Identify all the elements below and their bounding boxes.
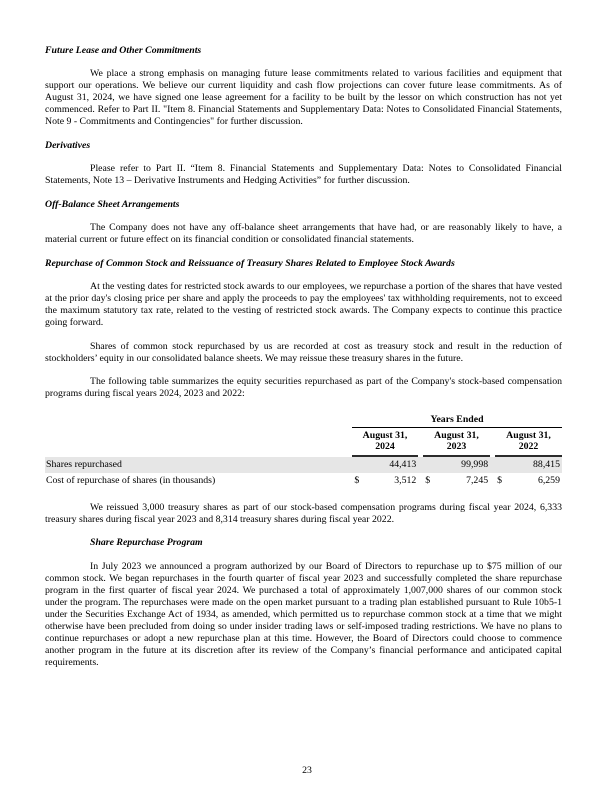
heading-repurchase-of-common-stock: Repurchase of Common Stock and Reissuance of Treasury Shares Related to Employee Stock Awards (45, 257, 455, 269)
cell-cost-2022 (495, 475, 562, 487)
cell-value: 99,998 (461, 458, 489, 470)
page-number: 23 (302, 765, 312, 776)
currency-symbol: $ (425, 474, 431, 486)
paragraph-reissued-treasury-shares: We reissued 3,000 treasury shares as part of our stock-based compensation programs during fiscal year 2024, 6,333 treasury shares during fiscal year 2023 and 8,314 treasury shares during fiscal year 2022. (45, 501, 562, 525)
heading-derivatives: Derivatives (45, 139, 91, 151)
paragraph-repurchase-vesting: At the vesting dates for restricted stock awards to our employees, we repurchase a portion of the shares that have vested at the prior day's closing price per share and apply the proceeds to pay the employees' tax withholding requirements, not to exceed the maximum statutory tax rate, related to the vesting of restricted stock awards. The Company expects to continue this practice going forward. (45, 281, 562, 328)
table-row-cost-of-repurchase (45, 473, 562, 489)
table-column-header-2024 (352, 428, 418, 457)
column-header-line1: August 31, (506, 430, 551, 441)
column-header-line2: 2022 (518, 440, 539, 452)
heading-future-lease-and-other-commitments: Future Lease and Other Commitments (45, 44, 202, 56)
table-column-header-row (45, 428, 562, 457)
cell-shares-2024 (352, 459, 418, 471)
cell-value: 44,413 (389, 458, 417, 470)
column-header-line2: 2024 (375, 440, 395, 452)
currency-symbol: $ (354, 474, 360, 486)
table-group-header: Years Ended (352, 414, 562, 428)
column-header-line1: August 31, (362, 430, 408, 441)
paragraph-off-balance-sheet: The Company does not have any off-balance sheet arrangements that have had, or are reasonably likely to have, a material current or future effect on its financial condition or consolidated financial statements. (45, 222, 562, 245)
column-header-line1: August 31, (434, 430, 479, 441)
cell-value: 7,245 (466, 474, 489, 486)
paragraph-derivatives: Please refer to Part II. “Item 8. Financial Statements and Supplementary Data: Notes to Consolidated Financial Statements, Note 13 – Derivative Instruments and Hedging Activities” for further discussion. (45, 163, 562, 186)
cell-value: 88,415 (533, 458, 560, 470)
table-column-header-2023 (423, 428, 490, 457)
heading-off-balance-sheet-arrangements: Off-Balance Sheet Arrangements (45, 198, 180, 210)
cell-shares-2022 (495, 459, 562, 471)
table-column-header-2022 (495, 428, 562, 457)
column-header-line2: 2023 (446, 440, 467, 452)
table-empty-cell (45, 428, 352, 457)
cell-cost-2023 (423, 475, 490, 487)
cell-value: 6,259 (537, 474, 560, 486)
row-label: Cost of repurchase of shares (in thousands) (46, 474, 216, 486)
cell-shares-2023 (423, 459, 490, 471)
paragraph-repurchase-treasury-stock: Shares of common stock repurchased by us are recorded at cost as treasury stock and result in the reduction of stockholders’ equity in our consolidated balance sheets. We may reissue these treasury shares in the future. (45, 340, 562, 364)
paragraph-table-intro: The following table summarizes the equity securities repurchased as part of the Company's stock-based compensation programs during fiscal years 2024, 2023 and 2022: (45, 376, 562, 399)
currency-symbol: $ (497, 474, 503, 486)
row-label: Shares repurchased (46, 458, 122, 470)
cell-value: 3,512 (394, 474, 417, 486)
paragraph-share-repurchase-program: In July 2023 we announced a program authorized by our Board of Directors to repurchase up to $75 million of our common stock. We began repurchases in the fourth quarter of fiscal year 2023 and successfully completed the share repurchase program in the first quarter of fiscal year 2024. We purchased a total of approximately 1,007,000 shares of our common stock under the program. The repurchases were made on the open market pursuant to a trading plan established pursuant to Rule 10b5-1 under the Securities Exchange Act of 1934, as amended, which permitted us to repurchase common stock at a time that we might otherwise have been precluded from doing so under insider trading laws or self-imposed trading restrictions. We have no plans to continue repurchases or adopt a new repurchase plan at this time. However, the Board of Directors could choose to commence another program in the future at its discretion after its review of the Company’s financial performance and anticipated capital requirements. (45, 560, 562, 668)
table-empty-cell (45, 414, 352, 428)
heading-share-repurchase-program: Share Repurchase Program (90, 537, 203, 549)
cell-cost-2024 (352, 475, 418, 487)
table-group-header-row (45, 414, 562, 428)
table-row-shares-repurchased (45, 457, 562, 473)
paragraph-future-lease: We place a strong emphasis on managing future lease commitments related to various facilities and equipment that support our operations. We believe our current liquidity and cash flow projections can cover future lease commitments. As of August 31, 2024, we have signed one lease agreement for a facility to be built by the lessor on which construction has not yet commenced. Refer to Part II. "Item 8. Financial Statements and Supplementary Data: Notes to Consolidated Financial Statements, Note 9 - Commitments and Contingencies" for further discussion. (45, 68, 562, 127)
equity-repurchase-table (45, 414, 562, 489)
